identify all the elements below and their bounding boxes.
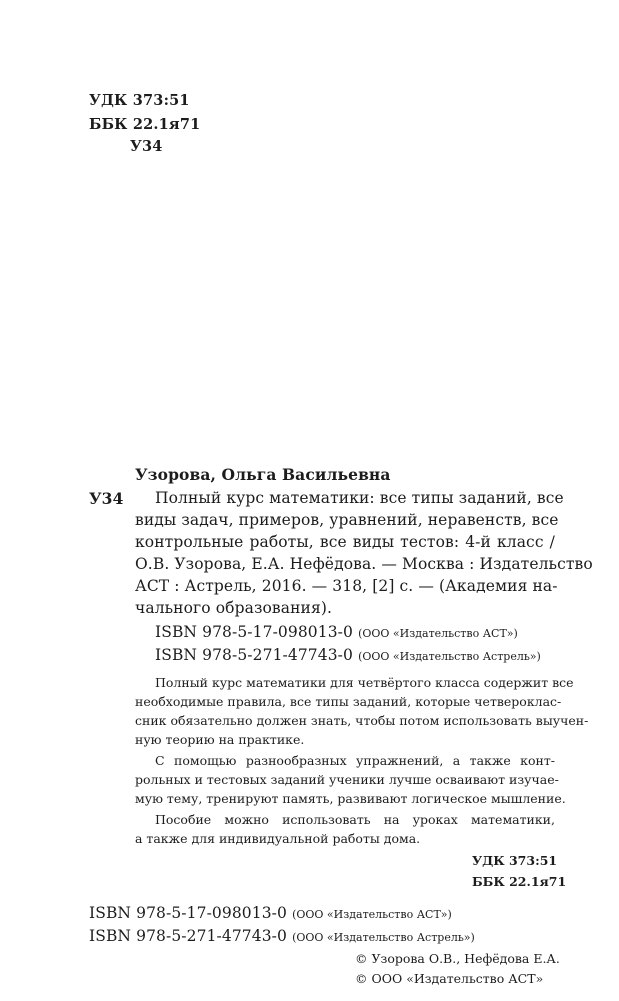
- annotation-line-9: а также для индивидуальной работы дома.: [135, 831, 421, 846]
- copyright-authors: © Узорова О.В., Нефёдова Е.А.: [355, 951, 560, 966]
- annotation-line-1: Полный курс математики для четвёртого класса содержит все: [155, 675, 574, 690]
- bottom-bbk: ББК 22.1я71: [472, 874, 567, 889]
- annotation-line-3: сник обязательно должен знать, чтобы потом использовать выучен-: [135, 713, 589, 728]
- bottom-udk: УДК 373:51: [472, 853, 558, 868]
- record-line-6: чального образования).: [135, 599, 333, 617]
- record-isbn-2: ISBN 978-5-271-47743-0: [155, 646, 353, 664]
- record-isbn-1: ISBN 978-5-17-098013-0: [155, 623, 353, 641]
- annotation-line-5: С помощью разнообразных упражнений, а также конт-: [155, 753, 555, 768]
- top-bbk: ББК 22.1я71: [89, 116, 201, 133]
- bottom-isbn-2-publisher: (ООО «Издательство Астрель»): [292, 931, 475, 944]
- annotation-line-7: мую тему, тренируют память, развивают логическое мышление.: [135, 791, 566, 806]
- bottom-isbn-1-line: [89, 903, 452, 922]
- record-line-2: виды задач, примеров, уравнений, неравенств, все: [135, 511, 559, 529]
- record-line-1: Полный курс математики: все типы заданий, все: [155, 489, 564, 507]
- record-line-3: контрольные работы, все виды тестов: 4-й класс /: [135, 533, 555, 551]
- annotation-line-6: рольных и тестовых заданий ученики лучше осваивают изучае-: [135, 772, 559, 787]
- bottom-isbn-1-publisher: (ООО «Издательство АСТ»): [292, 908, 452, 921]
- record-author: Узорова, Ольга Васильевна: [135, 465, 391, 484]
- annotation-line-8: Пособие можно использовать на уроках математики,: [155, 812, 555, 827]
- bottom-isbn-2-line: [89, 926, 475, 945]
- bottom-isbn-2: ISBN 978-5-271-47743-0: [89, 927, 287, 945]
- record-line-5: АСТ : Астрель, 2016. — 318, [2] с. — (Академия на-: [135, 577, 558, 595]
- top-author-mark: У34: [130, 138, 163, 155]
- bottom-isbn-1: ISBN 978-5-17-098013-0: [89, 904, 287, 922]
- copyright-publisher: © ООО «Издательство АСТ»: [355, 971, 544, 986]
- record-isbn-2-line: [155, 645, 541, 664]
- record-line-4: О.В. Узорова, Е.А. Нефёдова. — Москва : Издательство: [135, 555, 593, 573]
- record-isbn-2-publisher: (ООО «Издательство Астрель»): [358, 650, 541, 663]
- annotation-line-2: необходимые правила, все типы заданий, которые четвероклас-: [135, 694, 562, 709]
- top-udk: УДК 373:51: [89, 92, 190, 109]
- record-author-mark: У34: [89, 489, 124, 508]
- annotation-line-4: ную теорию на практике.: [135, 732, 305, 747]
- record-isbn-1-line: [155, 622, 518, 641]
- record-isbn-1-publisher: (ООО «Издательство АСТ»): [358, 627, 518, 640]
